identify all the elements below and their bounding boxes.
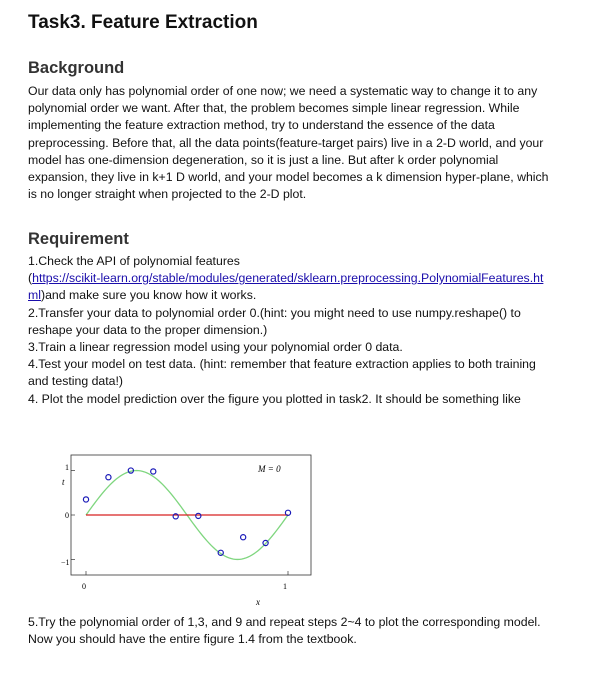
x-tick-label-0: 0 xyxy=(82,582,86,591)
background-paragraph xyxy=(28,83,549,203)
step-4b: 4. Plot the model prediction over the figure you plotted in task2. It should be something like xyxy=(28,391,521,406)
x-tick-label-1: 1 xyxy=(283,582,287,591)
requirement-steps xyxy=(28,253,543,408)
y-tick-label-bot: −1 xyxy=(61,558,70,567)
title-rest: . Feature Extraction xyxy=(80,12,258,33)
document-page xyxy=(28,10,593,647)
title-bold: Task3 xyxy=(28,12,81,33)
sklearn-doc-link[interactable]: https://scikit-learn.org/stable/modules/generated/sklearn.preprocessing.PolynomialFeatures.ht xyxy=(32,271,544,286)
data-point xyxy=(241,535,246,540)
text-line: model has one-dimension degeneration, so it is just a line. But after k order polynomial xyxy=(28,152,499,167)
model-order-label: M = 0 xyxy=(258,464,281,474)
step-5 xyxy=(28,614,541,648)
step-2-cont: reshape your data to the proper dimension.) xyxy=(28,322,268,337)
x-axis-label: x xyxy=(256,597,260,607)
step-3: 3.Train a linear regression model using your polynomial order 0 data. xyxy=(28,340,403,355)
data-point xyxy=(196,513,201,518)
step-5-line: Now you should have the entire figure 1.4 from the textbook. xyxy=(28,632,357,647)
step-1: 1.Check the API of polynomial features xyxy=(28,254,240,268)
text-line: is no longer straight when projected to the 2-D plot. xyxy=(28,187,307,202)
step-4a-cont: and testing data!) xyxy=(28,374,124,389)
y-tick-label-mid: 0 xyxy=(65,511,69,520)
step-5-line: 5.Try the polynomial order of 1,3, and 9 and repeat steps 2~4 to plot the corresponding model. xyxy=(28,615,541,629)
step-1-cont xyxy=(28,287,543,304)
data-point xyxy=(106,475,111,480)
regression-figure xyxy=(58,447,318,607)
background-heading: Background xyxy=(28,59,125,77)
text-line: expansion, they live in k+1 D world, and your model becomes a k dimension hyper-plane, which xyxy=(28,170,549,185)
axis-ticks xyxy=(71,471,288,575)
text-line: Our data only has polynomial order of one now; we need a systematic way to change it to any xyxy=(28,84,538,98)
y-tick-label-top: 1 xyxy=(65,463,69,472)
sklearn-doc-link-cont[interactable]: ml xyxy=(28,288,41,303)
requirement-heading: Requirement xyxy=(28,230,129,248)
page-title xyxy=(28,10,593,36)
paren-open: ( xyxy=(28,271,33,286)
step-1-rest: )and make sure you know how it works. xyxy=(40,288,257,303)
text-line: preprocessing. Before that, all the data points(feature-target pairs) live in a 2-D world, and your xyxy=(28,135,544,150)
text-line: polynomial order we want. After that, the problem becomes simple linear regression. While xyxy=(28,101,520,116)
text-line: implementing the feature extraction method, try to understand the essence of the data xyxy=(28,118,495,133)
step-1-link-line xyxy=(28,270,543,287)
y-axis-label: t xyxy=(62,477,65,487)
data-point xyxy=(151,469,156,474)
step-2: 2.Transfer your data to polynomial order 0.(hint: you might need to use numpy.reshape() to xyxy=(28,305,521,320)
step-4a: 4.Test your model on test data. (hint: remember that feature extraction applies to both training xyxy=(28,357,536,372)
data-point xyxy=(83,497,88,502)
